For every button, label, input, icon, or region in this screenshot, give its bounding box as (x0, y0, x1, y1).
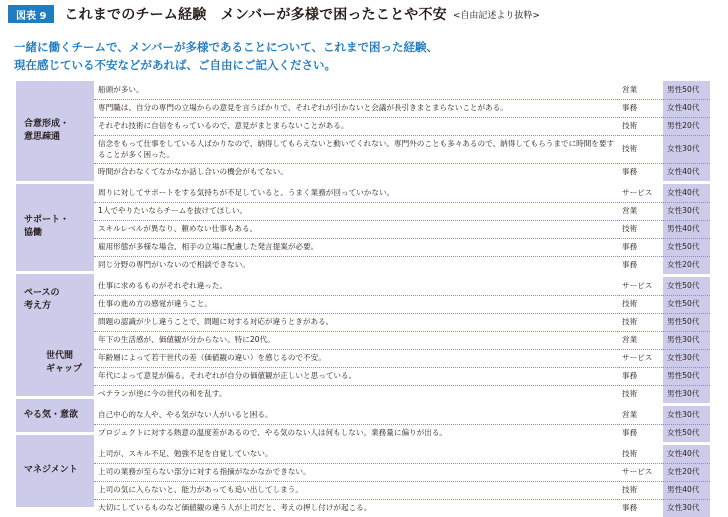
respondent-job-type: 事務 (618, 238, 662, 256)
category-label (24, 214, 69, 240)
category-label-line: サポート・ (24, 215, 70, 225)
subcategory-label-line: 世代間 (46, 351, 74, 361)
table-row (94, 499, 711, 517)
responses-body (94, 81, 711, 517)
respondent-gender-age: 男性50代 (662, 313, 710, 331)
category-label-line: マネジメント (24, 465, 78, 475)
respondent-gender-age: 女性30代 (662, 135, 710, 163)
respondent-job-type: 営業 (618, 331, 662, 349)
response-text: 年下の生活感が、価値観が分からない。特に20代。 (94, 331, 618, 349)
category-label (24, 464, 78, 477)
category-label-line: 協働 (24, 228, 43, 238)
response-text: 周りに対してサポートをする気持ちが不足していると、うまく業務が回っていかない。 (98, 187, 395, 197)
response-text: 信念をもって仕事をしている人ばかりなので、納得してもらえないと動いてくれない。専門外のことも多々あるので、納得してもらうまでに時間を要することが多く困った。 (94, 135, 618, 163)
category-cell (16, 435, 94, 507)
respondent-gender-age: 女性20代 (662, 256, 710, 274)
table-row (94, 135, 711, 163)
response-text: プロジェクトに対する熱意の温度差があるので、やる気のない人は何もしない。業務量に偏りが出る。 (94, 424, 618, 442)
table-row (94, 163, 711, 181)
respondent-gender-age: 女性30代 (662, 499, 710, 517)
respondent-job-type: 事務 (618, 367, 662, 385)
response-text: 上司の業務が至らない部分に対する指摘がなかなかできない。 (94, 463, 618, 481)
table-row (94, 445, 711, 463)
response-text: 上司の気に入らないと、能力があっても追い出してしまう。 (94, 481, 618, 499)
survey-question-line-1: 一緒に働くチームで、メンバーが多様であることについて、これまで困った経験、 (14, 40, 439, 54)
table-row (94, 349, 711, 367)
response-text: 年代によって意見が偏る。それぞれが自分の価値観が正しいと思っている。 (94, 367, 618, 385)
table-row (94, 99, 711, 117)
respondent-job-type: 事務 (618, 499, 662, 517)
respondent-gender-age: 女性40代 (662, 99, 710, 117)
table-row (94, 313, 711, 331)
respondent-gender-age: 女性50代 (662, 295, 710, 313)
figure-header (8, 4, 540, 24)
subcategory-cell (38, 328, 94, 396)
respondent-job-type: サービス (618, 184, 662, 202)
table-row (94, 481, 711, 499)
respondent-job-type: サービス (618, 277, 662, 295)
respondent-job-type: 技術 (618, 117, 662, 135)
table-row (94, 367, 711, 385)
table-row (94, 463, 711, 481)
respondent-job-type: 営業 (618, 202, 662, 220)
figure-subtitle: <自由記述より抜粋> (452, 10, 540, 21)
respondent-job-type: 技術 (618, 220, 662, 238)
respondent-job-type: 営業 (618, 81, 662, 99)
subcategory-label-line: ギャップ (46, 364, 83, 374)
table-row (94, 238, 711, 256)
subcategory-label (46, 350, 82, 376)
table-row (94, 202, 711, 220)
table-row (94, 424, 711, 442)
response-text: 自己中心的な人や、やる気がない人がいると困る。 (98, 409, 273, 419)
table-row (94, 277, 711, 295)
respondent-gender-age: 男性50代 (662, 367, 710, 385)
response-text: 1人でやりたいならチームを抜けてほしい。 (94, 202, 618, 220)
category-cell (16, 81, 94, 181)
response-text: 同じ分野の専門がいないので相談できない。 (94, 256, 618, 274)
respondent-gender-age: 女性20代 (662, 463, 710, 481)
respondent-job-type: 事務 (618, 424, 662, 442)
respondent-job-type: サービス (618, 463, 662, 481)
response-text: 仕事の進め方の感覚が違うこと。 (94, 295, 618, 313)
table-row (94, 81, 711, 99)
response-text: 問題の認識が少し違うことで、問題に対する対応が違うときがある。 (94, 313, 618, 331)
table-row (94, 256, 711, 274)
survey-question-line-2: 現在感じている不安などがあれば、ご自由にご記入ください。 (14, 58, 336, 72)
respondent-gender-age: 女性40代 (662, 163, 710, 181)
category-cell (16, 399, 94, 432)
response-text: ベテランが逆に今の世代の和を乱す。 (94, 385, 618, 403)
survey-question (14, 38, 438, 74)
category-label-line: 意思疎通 (24, 132, 61, 142)
respondent-job-type: 技術 (618, 481, 662, 499)
figure-title: これまでのチーム経験 メンバーが多様で困ったことや不安 (64, 7, 447, 23)
response-text: 雇用形態が多様な場合、相手の立場に配慮した発言提案が必要。 (94, 238, 618, 256)
respondent-job-type: 技術 (618, 445, 662, 463)
figure-number-badge: 図表 9 (8, 5, 54, 23)
response-text: スキルレベルが異なり、頼めない仕事もある。 (94, 220, 618, 238)
respondent-job-type: サービス (618, 349, 662, 367)
respondent-gender-age: 男性30代 (662, 385, 710, 403)
category-label (24, 287, 60, 313)
respondent-gender-age: 男性30代 (662, 331, 710, 349)
respondent-job-type: 技術 (618, 295, 662, 313)
respondent-job-type: 事務 (618, 256, 662, 274)
table-row (94, 385, 711, 403)
response-text: 仕事に求めるものがそれぞれ違った。 (98, 280, 228, 290)
respondent-gender-age: 男性40代 (662, 481, 710, 499)
response-text: 時間が合わなくてなかなか話し合いの機会がもてない。 (94, 163, 618, 181)
response-text: 船頭が多い。 (98, 84, 144, 94)
category-label-line: ペースの (24, 288, 60, 298)
respondent-gender-age: 女性50代 (662, 424, 710, 442)
category-label-line: 合意形成・ (24, 119, 70, 129)
respondent-gender-age: 女性50代 (662, 277, 710, 295)
response-text: 大切にしているものなど価値観の違う人が上司だと、考えの押し付けが起こる。 (94, 499, 618, 517)
respondent-gender-age: 男性40代 (662, 220, 710, 238)
respondent-gender-age: 女性30代 (662, 202, 710, 220)
category-label-line: 考え方 (24, 301, 52, 311)
respondent-job-type: 技術 (618, 135, 662, 163)
respondent-gender-age: 男性50代 (662, 81, 710, 99)
respondent-job-type: 事務 (618, 163, 662, 181)
category-label-line: やる気・意欲 (24, 410, 79, 420)
table-row (94, 184, 711, 202)
response-text: 年齢層によって若干世代の差（価値観の違い）を感じるので不安。 (94, 349, 618, 367)
respondent-job-type: 技術 (618, 385, 662, 403)
table-row (94, 406, 711, 424)
respondent-job-type: 営業 (618, 406, 662, 424)
response-text: 上司が、スキル不足、勉強不足を自覚していない。 (98, 448, 273, 458)
respondent-gender-age: 男性20代 (662, 117, 710, 135)
category-label (24, 118, 69, 144)
respondent-gender-age: 女性50代 (662, 238, 710, 256)
respondent-gender-age: 女性30代 (662, 406, 710, 424)
category-label (24, 409, 78, 422)
respondent-job-type: 事務 (618, 99, 662, 117)
respondent-job-type: 技術 (618, 313, 662, 331)
response-text: 専門職は、自分の専門の立場からの意見を言うばかりで、それぞれが引かないと会議が長引きまとまらないことがある。 (94, 99, 618, 117)
table-row (94, 220, 711, 238)
category-cell (16, 184, 94, 271)
table-row (94, 295, 711, 313)
respondent-gender-age: 女性30代 (662, 349, 710, 367)
response-text: それぞれ技術に自信をもっているので、意見がまとまらないことがある。 (94, 117, 618, 135)
respondent-gender-age: 女性40代 (662, 445, 710, 463)
table-row (94, 117, 711, 135)
table-row (94, 331, 711, 349)
respondent-gender-age: 女性40代 (662, 184, 710, 202)
